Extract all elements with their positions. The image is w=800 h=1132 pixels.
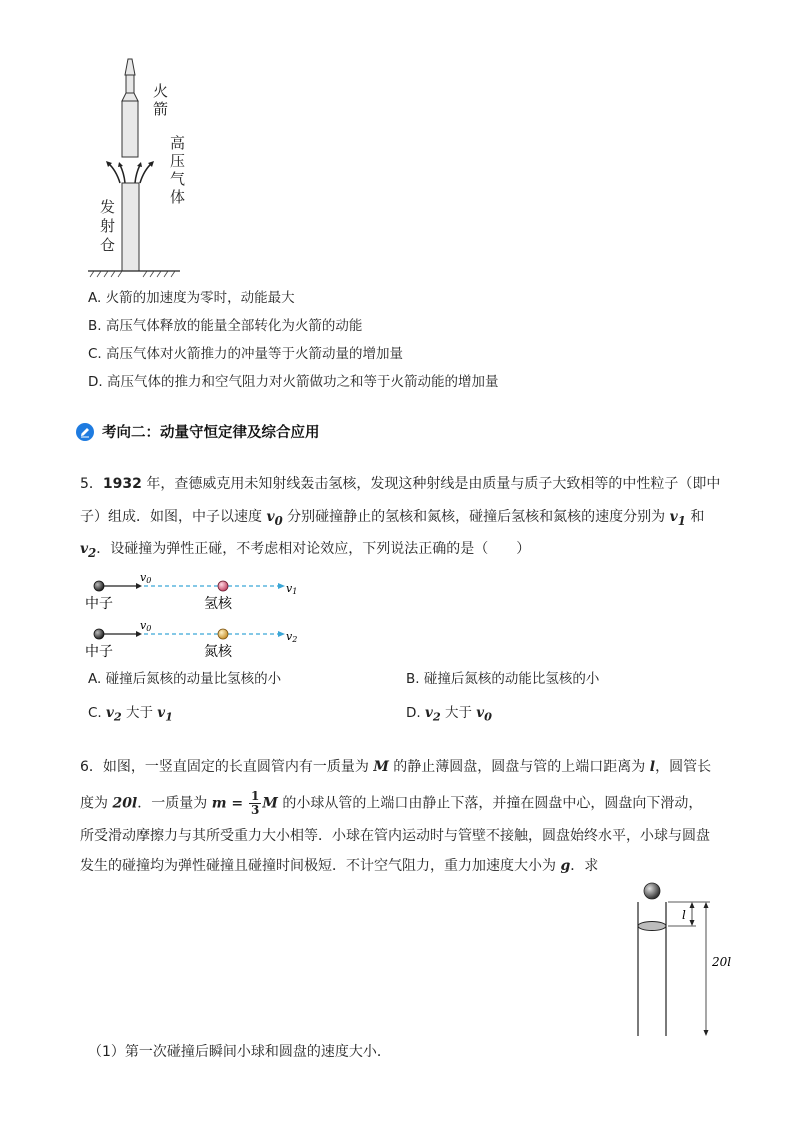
- q6-subquestion-1: （1）第一次碰撞后瞬间小球和圆盘的速度大小．: [88, 1044, 391, 1060]
- gas-label-char: 高: [170, 134, 186, 152]
- q5-line-3: [80, 539, 530, 563]
- launch-silo: [122, 183, 139, 271]
- var-l: l: [649, 759, 656, 775]
- var-v1: $v_1$: [669, 509, 686, 528]
- v1-arrow-head: [278, 583, 285, 589]
- v2-arrow-head: [278, 631, 285, 637]
- gas-label-char: 气: [170, 170, 186, 188]
- rocket-label-char: 箭: [153, 100, 169, 118]
- gas-label-char: 压: [170, 152, 186, 170]
- q4-option-a[interactable]: A. 火箭的加速度为零时，动能最大: [88, 290, 295, 306]
- silo-label: [100, 198, 118, 255]
- q5-text: 子）组成．如图，中子以速度: [80, 509, 267, 525]
- q6-line-2: 度为 20l．一质量为 m = $\frac{1}{3}$ M 的小球从管的上端口由静止下落，并撞在圆盘中心，圆盘向下滑动，: [80, 789, 703, 817]
- dim-l-head-top: [690, 902, 695, 908]
- neutron-ball-1: [94, 581, 104, 591]
- collision-figure: [82, 566, 312, 666]
- ground-hatch: [90, 271, 175, 277]
- q5-option-d[interactable]: D. $v_2$ 大于 $v_0$: [406, 705, 492, 724]
- rocket-label-char: 火: [153, 82, 169, 100]
- q4-option-c[interactable]: C. 高压气体对火箭推力的冲量等于火箭动量的增加量: [88, 346, 404, 362]
- rocket-label: [153, 82, 171, 118]
- silo-label-char: 仓: [100, 236, 116, 254]
- label-v0-row1: v0: [140, 571, 152, 585]
- q5-text: ．设碰撞为弹性正碰，不考虑相对论效应，下列说法正确的是（ ）: [96, 541, 531, 557]
- hydrogen-ball: [218, 581, 228, 591]
- nitrogen-ball: [218, 629, 228, 639]
- q5-line-2: [80, 507, 704, 531]
- gas-label: [170, 134, 188, 206]
- q5-line-1: [80, 474, 720, 494]
- label-v1: v1: [286, 582, 298, 596]
- q5-text: 分别碰撞静止的氢核和氮核，碰撞后氢核和氮核的速度分别为: [282, 509, 670, 525]
- q5-option-b[interactable]: B. 碰撞后氮核的动能比氢核的小: [406, 671, 600, 687]
- label-v2: v2: [286, 630, 298, 644]
- pen-icon: [76, 423, 94, 441]
- q4-option-b[interactable]: B. 高压气体释放的能量全部转化为火箭的动能: [88, 318, 363, 334]
- dim-l-head-bottom: [690, 920, 695, 926]
- silo-label-char: 射: [100, 217, 116, 235]
- label-neutron-2: 中子: [85, 644, 113, 660]
- q6-line-1: 6．如图，一竖直固定的长直圆管内有一质量为 M 的静止薄圆盘，圆盘与管的上端口距离为 l，圆管长: [80, 759, 712, 775]
- var-g: g: [560, 858, 571, 874]
- var-20l: 20l: [112, 795, 138, 812]
- q6-line-4: 发生的碰撞均为弹性碰撞且碰撞时间极短．不计空气阻力，重力加速度大小为 g．求: [80, 858, 599, 874]
- q5-text: 年，查德威克用未知射线轰击氢核，发现这种射线是由质量与质子大致相等的中性粒子（即中: [141, 476, 721, 492]
- var-M: M: [373, 759, 389, 775]
- fraction-one-third: $\frac{1}{3}$: [251, 789, 260, 817]
- q6-line-3: 所受滑动摩擦力与其所受重力大小相等．小球在管内运动时与管壁不接触，圆盘始终水平，小球与圆盘: [80, 828, 710, 844]
- label-20l: 20l: [712, 955, 732, 969]
- gas-label-char: 体: [170, 188, 186, 206]
- section-title: 考向二：动量守恒定律及综合应用: [102, 425, 320, 441]
- gas-arrow-heads: [106, 161, 154, 167]
- var-v2: $v_2$: [80, 541, 97, 560]
- var-m: m: [211, 795, 227, 812]
- label-nitrogen: 氮核: [204, 644, 232, 660]
- q5-number: 5．: [80, 476, 103, 492]
- thin-disk: [638, 922, 666, 931]
- section-heading: [76, 421, 320, 442]
- q4-option-d[interactable]: D. 高压气体的推力和空气阻力对火箭做功之和等于火箭动能的增加量: [88, 374, 499, 390]
- neutron-ball-2: [94, 629, 104, 639]
- label-l: l: [682, 908, 686, 922]
- label-neutron-1: 中子: [85, 596, 113, 612]
- q5-text: 和: [685, 509, 705, 525]
- rocket-shoulder: [122, 93, 138, 101]
- q5-option-c[interactable]: C. $v_2$ 大于 $v_1$: [88, 705, 173, 724]
- gas-arrows: [108, 163, 152, 183]
- var-v0: $v_0$: [266, 509, 283, 528]
- label-hydrogen: 氢核: [204, 596, 232, 612]
- rocket-body: [122, 101, 138, 157]
- q5-year: 1932: [102, 476, 142, 492]
- small-ball: [644, 883, 660, 899]
- silo-label-char: 发: [100, 198, 116, 216]
- rocket-nose: [125, 59, 135, 75]
- dim-20l-head-bottom: [704, 1030, 709, 1036]
- dim-20l-head-top: [704, 902, 709, 908]
- tube-figure: [626, 878, 746, 1042]
- q5-option-a[interactable]: A. 碰撞后氮核的动量比氢核的小: [88, 671, 282, 687]
- label-v0-row2: v0: [140, 619, 152, 633]
- rocket-upper: [126, 75, 134, 93]
